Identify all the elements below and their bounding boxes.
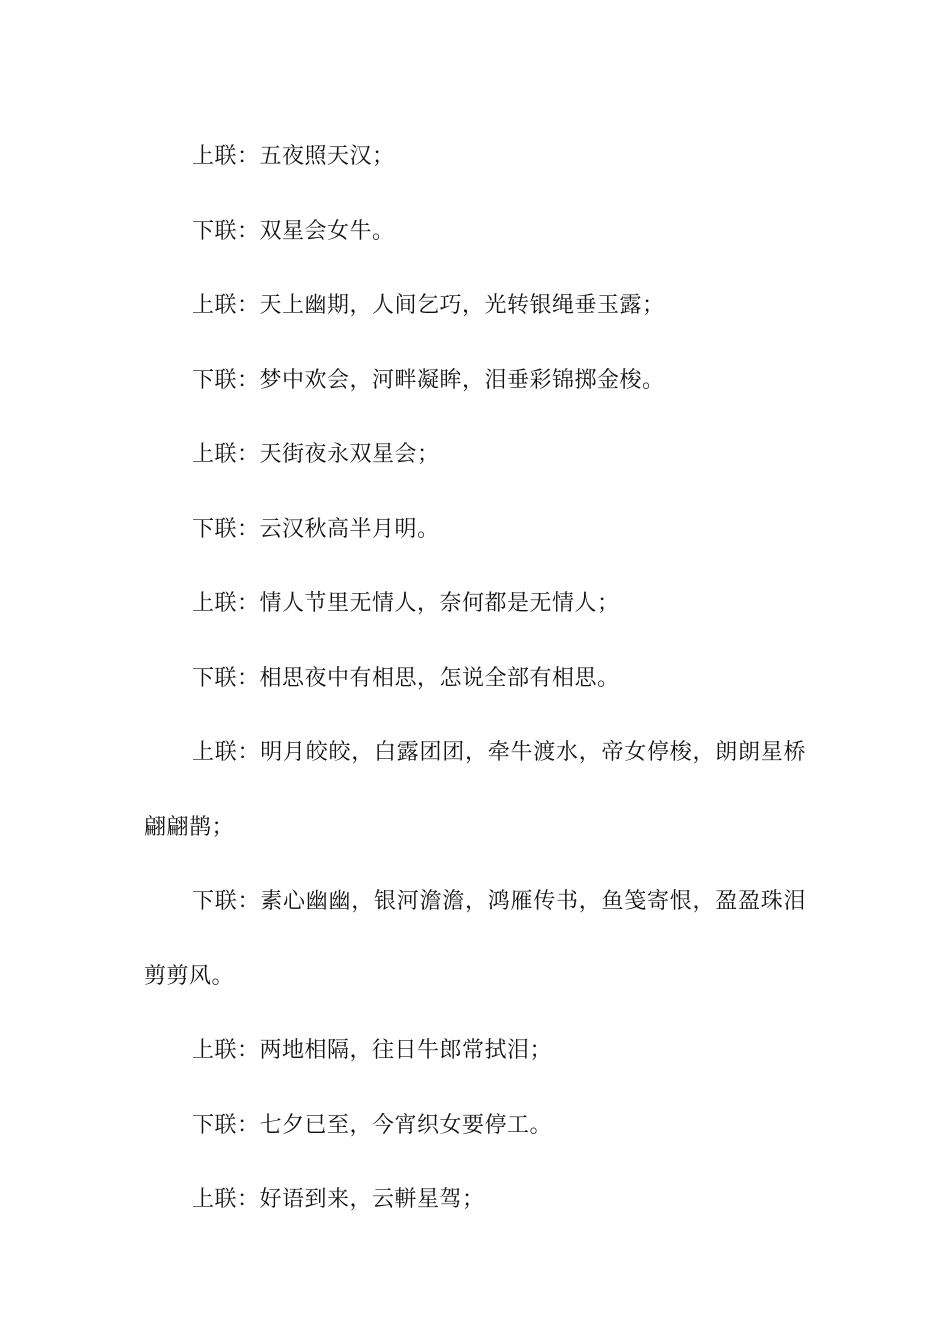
couplet-line: 下联：七夕已至，今宵织女要停工。 (192, 1112, 553, 1138)
couplet-line: 下联：梦中欢会，河畔凝眸，泪垂彩锦掷金梭。 (192, 367, 665, 393)
couplet-line: 下联：双星会女牛。 (192, 218, 395, 244)
couplet-line: 上联：情人节里无情人，奈何都是无情人； (192, 591, 620, 616)
couplet-line: 下联：云汉秋高半月明。 (192, 516, 440, 542)
couplet-line: 上联：天街夜永双星会； (192, 442, 440, 467)
document-body (144, 120, 806, 1238)
couplet-line: 下联：素心幽幽，银河澹澹，鸿雁传书，鱼笺寄恨，盈盈珠泪剪剪风。 (144, 889, 806, 989)
couplet-line: 上联：好语到来，云軿星驾； (192, 1187, 485, 1212)
couplet-line: 下联：相思夜中有相思，怎说全部有相思。 (192, 665, 620, 691)
couplet-line: 上联：天上幽期，人间乞巧，光转银绳垂玉露； (192, 293, 665, 318)
couplet-line: 上联：两地相隔，往日牛郎常拭泪； (192, 1038, 553, 1063)
couplet-line: 上联：五夜照天汉； (192, 144, 395, 169)
couplet-line: 上联：明月皎皎，白露团团，牵牛渡水，帝女停梭，朗朗星桥翩翩鹊； (144, 740, 806, 840)
